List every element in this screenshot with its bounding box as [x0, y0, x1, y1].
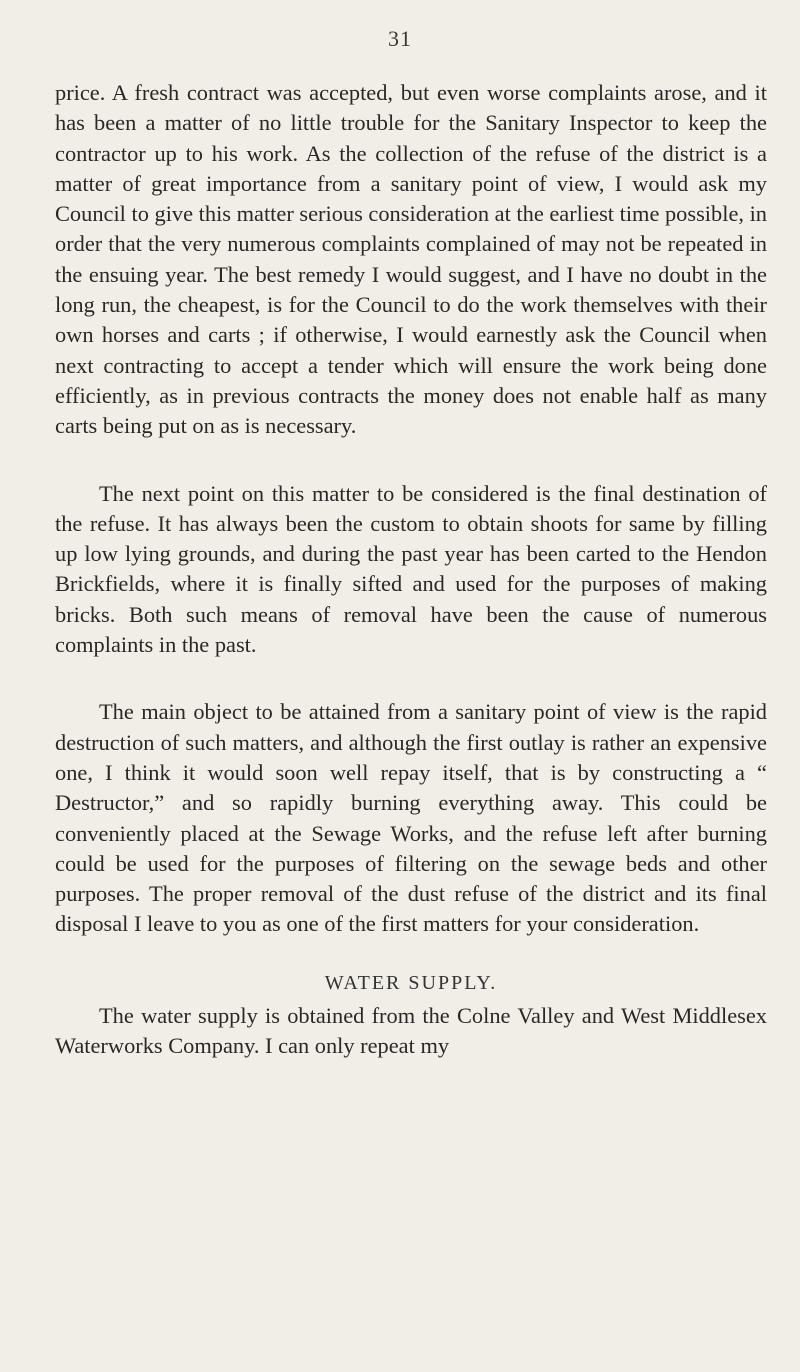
- body-text: [55, 78, 767, 1061]
- paragraph-gap: [55, 442, 767, 479]
- paragraph-refuse-destination: The next point on this matter to be considered is the final destination of the refuse. It has always been the custom to obtain shoots for same by filling up low lying grounds, and during the past year has been carted to the Hendon Brickfields, where it is finally sifted and used for the purposes of making bricks. Both such means of removal have been the cause of numerous complaints in the past.: [55, 480, 767, 658]
- paragraph-gap: [55, 660, 767, 697]
- section-heading-water-supply: WATER SUPPLY.: [324, 971, 498, 994]
- paragraph-water-supply: The water supply is obtained from the Colne Valley and West Middlesex Waterworks Company. I can only repeat my: [55, 1002, 767, 1059]
- page-number: 31: [388, 26, 412, 51]
- paragraph-refuse-contract: price. A fresh contract was accepted, but even worse complaints arose, and it has been a matter of no little trouble for the Sanitary Inspector to keep the contractor up to his work. As the collection of the refuse of the district is a matter of great importance from a sanitary point of view, I would ask my Council to give this matter serious consideration at the earliest time possible, in order that the very numerous complaints complained of may not be repeated in the ensuing year. The best remedy I would suggest, and I have no doubt in the long run, the cheapest, is for the Council to do the work themselves with their own horses and carts ; if otherwise, I would earnestly ask the Council when next contracting to accept a tender which will ensure the work being done efficiently, as in previous contracts the money does not enable half as many carts being put on as is necessary.: [55, 80, 767, 439]
- paragraph-destructor: The main object to be attained from a sanitary point of view is the rapid destruction of such matters, and although the first outlay is rather an expensive one, I think it would soon well repay itself, that is by constructing a “ Destructor,” and so rapidly burning everything away. This could be conveniently placed at the Sewage Works, and the refuse left after burning could be used for the purposes of filtering on the sewage beds and other purposes. The proper removal of the dust refuse of the district and its final disposal I leave to you as one of the first matters for your consideration.: [55, 699, 767, 937]
